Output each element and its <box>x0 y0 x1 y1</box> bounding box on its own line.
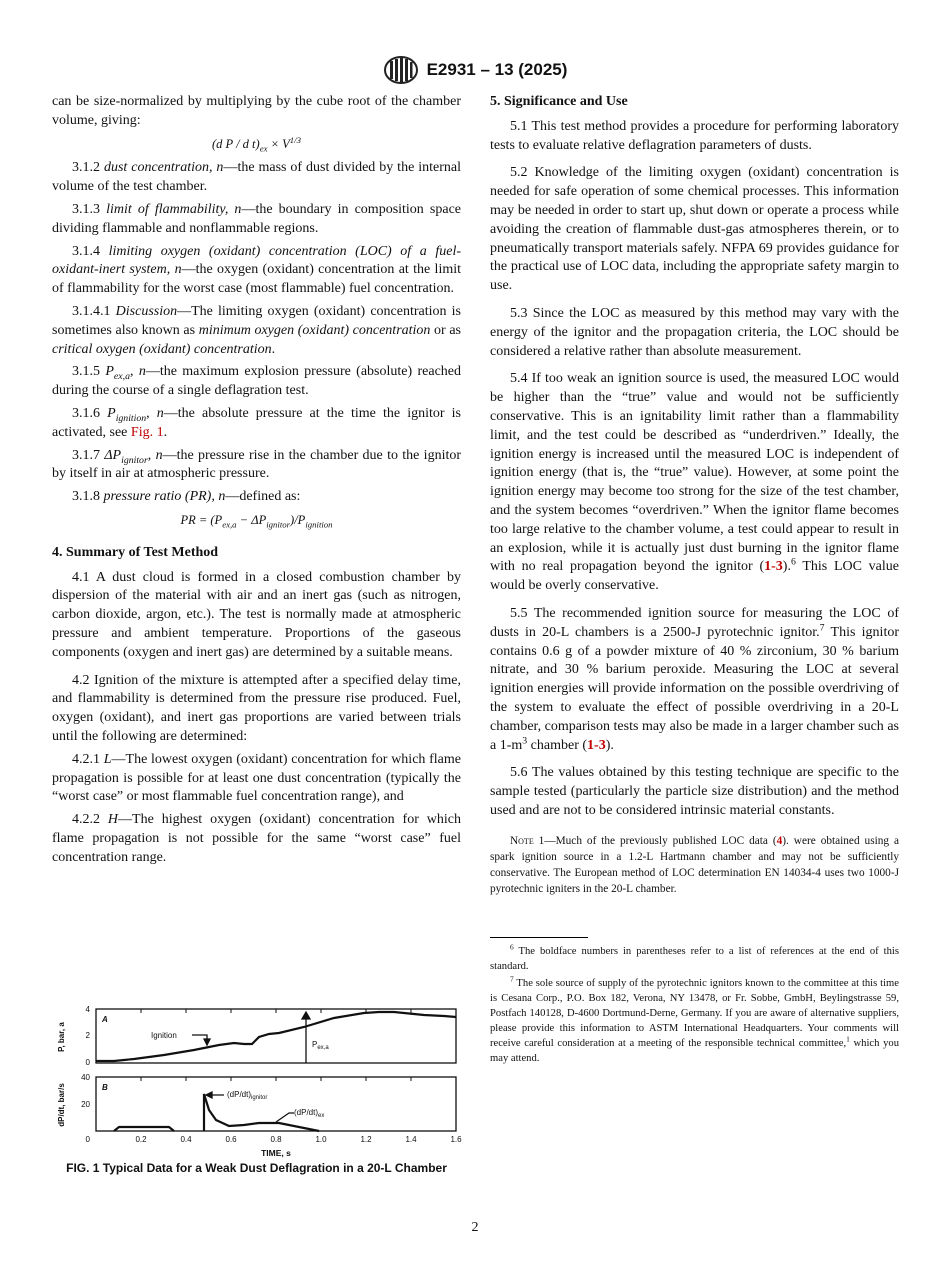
right-column <box>490 93 899 1068</box>
footnote <box>490 944 899 974</box>
text-run: —defined as: <box>225 489 301 505</box>
text-run: minimum oxygen (oxidant) concentration <box>198 322 431 338</box>
paragraph <box>52 751 461 807</box>
paragraph <box>490 164 899 296</box>
text-run: —The lowest oxygen (oxidant) concentration for which flame propagation is possible for at least one dust concentration (typically the “worst case” or most flammable fuel concentration range), and <box>52 751 461 805</box>
text-run: 5.2 Knowledge of the limiting oxygen (oxidant) concentration is needed for safe operation of some chemical processes. This information may be needed in order to start up, shut down or operate a process while avoiding the creation of flammable dust-gas atmospheres therein, or to pneumatically transport materials safely. NFPA 69 provides guidance for the practical use of LOC data, including the appropriate safety margin to use. <box>490 165 899 294</box>
paragraph <box>490 764 899 820</box>
footnote <box>490 976 899 1066</box>
section-heading <box>52 544 461 563</box>
y-axis-label-a: P, bar, a <box>57 1022 66 1052</box>
text-run: 3 <box>522 734 528 746</box>
left-column <box>52 93 461 871</box>
text-run: —the boundary in composition space dividing flammable and nonflammable regions. <box>52 201 461 236</box>
section-heading <box>490 93 899 112</box>
text-run: 3.1.6 <box>72 405 108 421</box>
text-run: 6 <box>510 942 514 952</box>
note <box>490 833 899 897</box>
paragraph <box>490 305 899 361</box>
text-run: critical oxygen (oxidant) concentration <box>52 341 272 357</box>
text-run: . <box>271 341 276 357</box>
equation <box>52 511 461 530</box>
text-run: PR = (P <box>180 512 223 527</box>
dpdt-ignitor-annotation: $(dP/dt)_{ignitor}$ <box>227 1090 268 1101</box>
x-axis-label: TIME, s <box>261 1148 291 1158</box>
text-run: This ignitor contains 0.6 g of a powder mixture of 40 % zirconium, 30 % barium nitrate, and 30 % barium peroxide. Measuring the LOC at several ignition energies will provide information on the possible overdriving of the system to evaluate the effect of possible overdriving in a 20-L chamber, comparison tests may also be made in a larger chamber such as a 1-m <box>490 624 899 753</box>
paragraph <box>52 363 461 401</box>
text-run: —The highest oxygen (oxidant) concentration for which flame propagation is not possible for the same “worst case” fuel concentration range. <box>52 812 462 865</box>
text-run: —the absolute pressure at the time the ignitor is activated, see <box>52 405 462 440</box>
text-run: pressure ratio (PR), n <box>103 489 226 505</box>
text-run: 7 <box>510 974 514 984</box>
text-run: 5.4 If too weak an ignition source is used, the measured LOC would be higher than the “true” value and would not be sufficiently conservative. This is an ignitability limit rather than a flammability limit, and the test could be described as “underdriven.” Ideally, the ignition energy is increased until the measured LOC is independent of ignition energy (that is, the “true” value). However, at some point the ignition energy may become too strong for the size of the test chamber, and the system becomes “overdriven.” When the ignitor flame becomes too large relative to the chamber volume, a test could appear to result in an explosion, while it is actually just dust burning in the ignitor flame with no real propagation beyond the ignitor ( <box>490 371 899 575</box>
text-run: —the maximum explosion pressure (absolute) reached during the course of a single deflagration test. <box>52 364 462 399</box>
text-run: ). <box>782 559 791 575</box>
text-run: P <box>107 405 116 421</box>
paragraph <box>490 370 899 596</box>
text-run: The sole source of supply of the pyrotechnic ignitors known to the committee at this time is Cesana Corp., P.O. Box 182, Verona, NY 13478, or Fr. Sobbe, GmbH, Beylingstrasse 59, Postfach 140128, D-4600 Dortmund-Derne, Germany. If you are aware of alternative suppliers, please provide this information to ASTM International Headquarters. Your comments will receive careful consideration at a meeting of the responsible technical committee, <box>490 977 899 1049</box>
text-run: . <box>163 424 168 440</box>
text-run: 3.1.7 <box>72 447 105 463</box>
text-run: ignitor <box>266 519 291 530</box>
text-run: 3.1.4.1 <box>72 303 116 319</box>
ytick-a: 0 <box>85 1058 90 1067</box>
text-run: This LOC value would be overly conservative. <box>490 559 899 594</box>
text-run: 4.2 Ignition of the mixture is attempted after a specified delay time, and flammability is determined from the pressure rise produced. Fuel, oxygen (oxidant), and inert gas proportions are varied between trials until the following are determined: <box>52 672 461 744</box>
text-run: ). <box>605 737 614 753</box>
figure-1 <box>44 975 464 1165</box>
text-run: 7 <box>819 622 825 634</box>
paragraph <box>52 488 461 507</box>
paragraph <box>490 118 899 156</box>
text-run: —The limiting oxygen (oxidant) concentration is sometimes also known as <box>52 303 461 338</box>
text-run: ignition <box>305 519 333 530</box>
text-run: L <box>103 751 112 767</box>
text-run: ΔP <box>104 447 122 463</box>
ytick-a: 2 <box>85 1031 90 1040</box>
paragraph <box>52 405 461 443</box>
paragraph <box>52 672 461 747</box>
panel-b-label: B <box>102 1083 108 1092</box>
paragraph <box>52 93 461 131</box>
text-run: dust concentration, n <box>103 160 224 176</box>
paragraph <box>52 811 461 867</box>
panel-a-label: A <box>102 1015 108 1024</box>
text-run: ex <box>259 143 268 154</box>
text-run: —the pressure rise in the chamber due to the ignitor by itself in air at atmospheric pressure. <box>52 447 462 482</box>
reference-link[interactable]: Fig. 1 <box>130 424 164 440</box>
paragraph <box>52 569 461 663</box>
x-tick-label: 0.8 <box>270 1135 282 1144</box>
text-run: chamber ( <box>527 737 588 753</box>
text-run: , <box>146 405 157 421</box>
text-run: ). were obtained using a spark ignition source in a 1.2-L Hartmann chamber and may not be sufficiently conservative. The European method of LOC determination EN 14034-4 uses two 1000-J pyrotechnic igniters in the 20-L chamber. <box>490 834 899 895</box>
text-run: ex,a <box>113 371 130 383</box>
text-run: 5.5 The recommended ignition source for measuring the LOC of dusts in 20-L chambers is a 2500-J pyrotechnic ignitor. <box>490 605 899 640</box>
astm-logo-icon <box>383 56 419 84</box>
reference-link[interactable]: 1-3 <box>587 737 606 753</box>
text-run: —the mass of dust divided by the internal volume of the test chamber. <box>52 160 461 195</box>
text-run: can be size-normalized by multiplying by the cube root of the chamber volume, giving: <box>52 94 461 128</box>
text-run: 5. Significance and Use <box>490 94 628 109</box>
ytick-b: 40 <box>81 1073 90 1082</box>
pex-annotation: $P_{ex,a}$ <box>312 1040 329 1051</box>
text-run: n <box>155 447 163 463</box>
text-run: × V <box>267 136 290 151</box>
y-axis-label-b: dP/dt, bar/s <box>57 1083 66 1127</box>
text-run: The boldface numbers in parentheses refer to a list of references at the end of this standard. <box>490 945 899 972</box>
text-run: , <box>147 447 156 463</box>
text-run: 4.2.2 <box>72 812 108 828</box>
ytick-a: 4 <box>85 1005 90 1014</box>
x-tick-label: 1.2 <box>360 1135 372 1144</box>
text-run: 4.1 A dust cloud is formed in a closed combustion chamber by dispersion of the material with air and an inert gas (such as nitrogen, carbon dioxide, argon, etc.). The test is normally made at atmospheric pressure and ambient temperature. Proportions of the gaseous components (oxygen and inert gas) are determined by a suitable means. <box>52 569 461 660</box>
footnote-divider <box>490 937 588 938</box>
text-run: 6 <box>790 556 796 568</box>
text-run: Discussion <box>115 303 178 319</box>
text-run: ignitor <box>121 454 148 466</box>
text-run: 5.1 This test method provides a procedure for performing laboratory tests to evaluate relative deflagration parameters of dusts. <box>490 118 899 153</box>
x-tick-label: 0 <box>85 1135 90 1144</box>
paragraph <box>490 605 899 755</box>
ignition-annotation: Ignition <box>151 1031 177 1040</box>
text-run: 5.3 Since the LOC as measured by this method may vary with the energy of the ignitor and the propagation criteria, the LOC should be considered a relative rather than absolute measurement. <box>490 305 899 359</box>
text-run: —the oxygen (oxidant) concentration at the limit of flammability for the worst case (most flammable) fuel concentration. <box>52 262 461 297</box>
reference-link[interactable]: 4 <box>776 834 783 847</box>
text-run: 1/3 <box>289 134 301 145</box>
x-tick-label: 1.0 <box>315 1135 327 1144</box>
text-run: limit of flammability, n <box>106 201 242 217</box>
figure-caption: FIG. 1 Typical Data for a Weak Dust Deflagration in a 20-L Chamber <box>66 1161 447 1175</box>
text-run: 3.1.8 <box>72 489 104 505</box>
text-run: Note <box>510 834 534 847</box>
text-run: which you may attend. <box>490 1037 900 1064</box>
paragraph <box>52 303 461 359</box>
paragraph <box>52 201 461 239</box>
text-run: , <box>129 364 139 380</box>
text-run: 1 <box>846 1034 850 1044</box>
text-run: H <box>107 812 119 828</box>
dpdt-ex-annotation: $(dP/dt)_{ex}$ <box>294 1108 325 1119</box>
standard-designation: E2931 – 13 (2025) <box>426 60 568 79</box>
page-header <box>0 56 950 84</box>
text-run: 3.1.4 <box>72 243 109 259</box>
text-run: − ΔP <box>236 512 267 527</box>
text-run: )/P <box>290 512 306 527</box>
text-run: n <box>138 364 146 380</box>
text-run: (d P / d t) <box>212 136 260 151</box>
x-tick-label: 0.2 <box>135 1135 147 1144</box>
equation <box>52 135 461 154</box>
ytick-b: 20 <box>81 1100 90 1109</box>
text-run: 3.1.2 <box>72 160 104 176</box>
text-run: or as <box>430 322 461 338</box>
text-run: P <box>105 364 114 380</box>
x-tick-label: 0.4 <box>180 1135 192 1144</box>
x-tick-label: 1.4 <box>405 1135 417 1144</box>
x-tick-label: 1.6 <box>450 1135 462 1144</box>
x-tick-label: 0.6 <box>225 1135 237 1144</box>
text-run: 4. Summary of Test Method <box>52 544 219 560</box>
paragraph <box>52 447 461 485</box>
panel-a <box>96 1009 456 1063</box>
paragraph <box>52 243 461 299</box>
text-run: limiting oxygen (oxidant) concentration (LOC) of a fuel-oxidant-inert system, n <box>52 243 461 278</box>
panel-b <box>96 1077 456 1131</box>
paragraph <box>52 159 461 197</box>
text-run: 4.2.1 <box>72 751 104 767</box>
text-run: ex,a <box>222 519 237 530</box>
text-run: n <box>156 405 164 421</box>
reference-link[interactable]: 1-3 <box>764 559 783 575</box>
text-run: 1—Much of the previously published LOC data ( <box>533 834 777 847</box>
text-run: 3.1.5 <box>72 364 106 380</box>
page-number: 2 <box>471 1220 479 1235</box>
text-run: 3.1.3 <box>72 201 107 217</box>
text-run: ignition <box>115 412 147 424</box>
text-run: 5.6 The values obtained by this testing technique are specific to the sample tested (particularly the particle size distribution) and the method used and are not to be considered intrinsic material constants. <box>490 765 899 818</box>
